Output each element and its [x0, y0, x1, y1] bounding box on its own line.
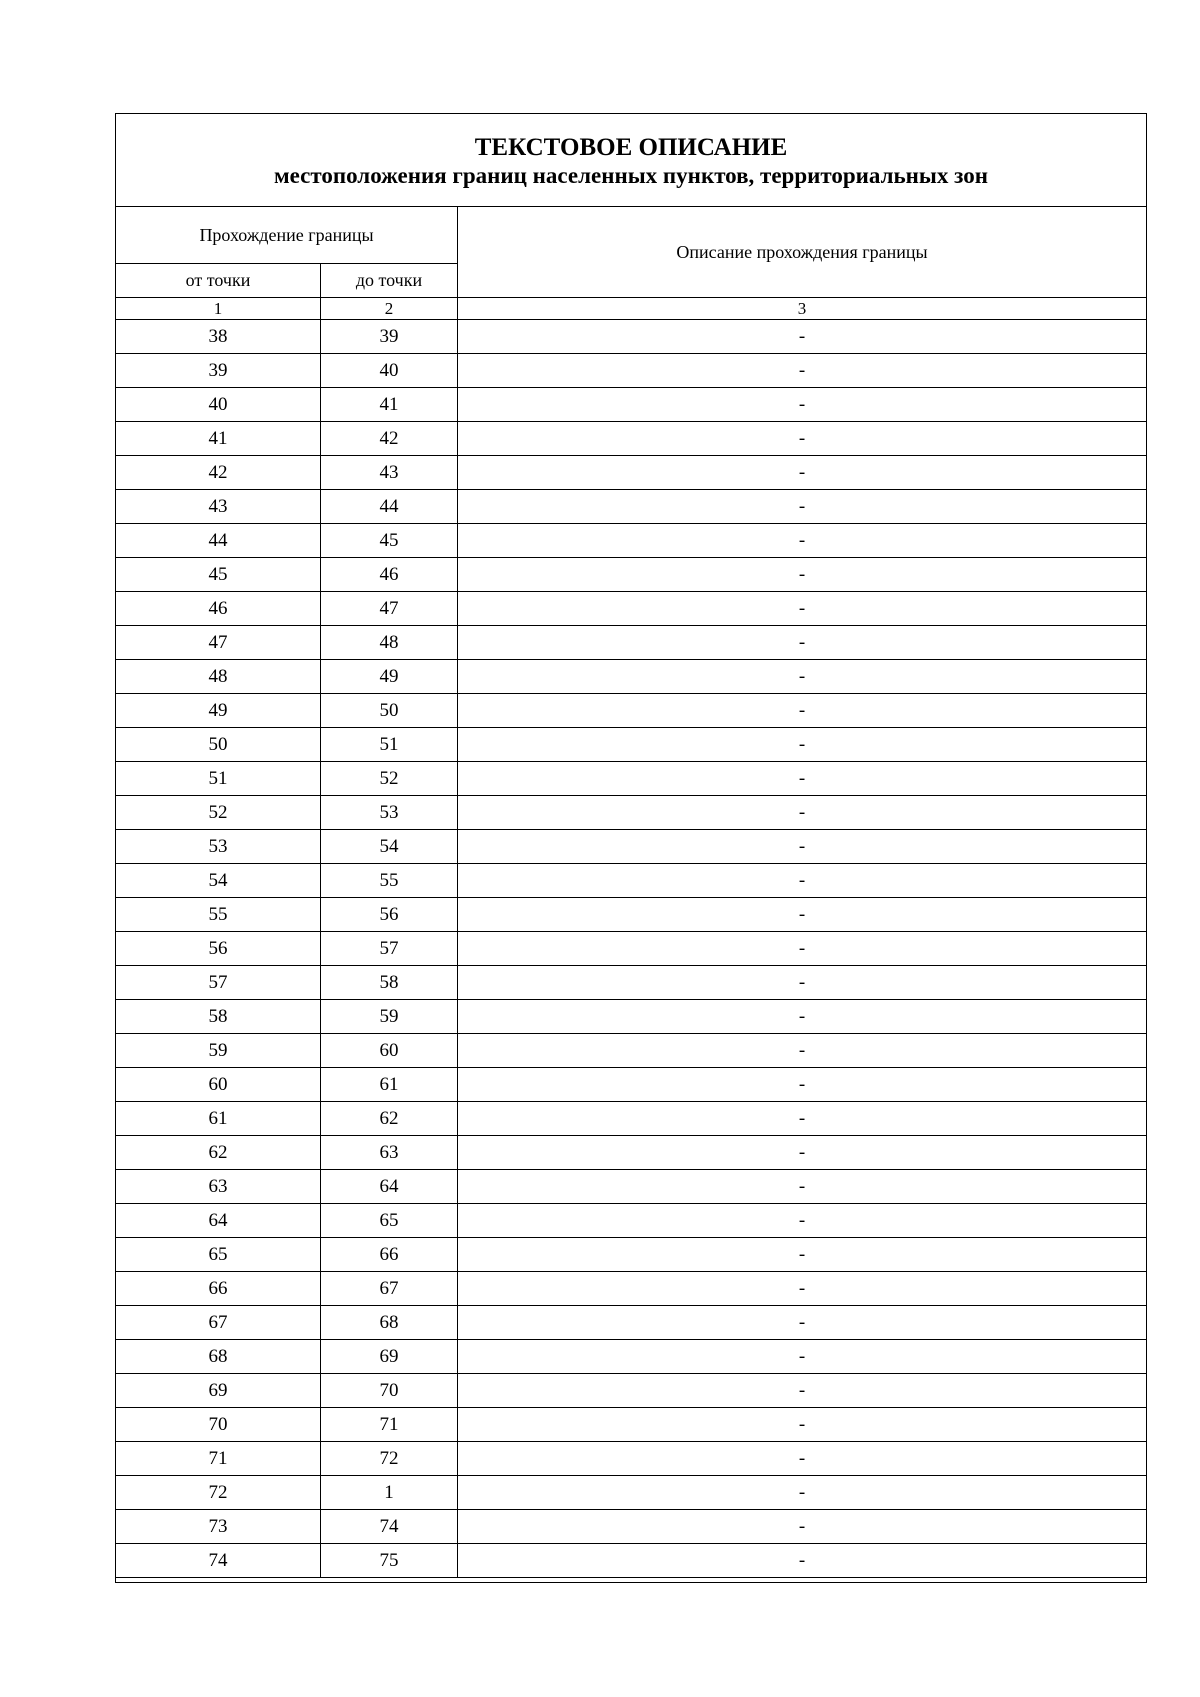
document-title: ТЕКСТОВОЕ ОПИСАНИЕ	[474, 134, 788, 161]
table-row	[116, 524, 1147, 558]
cell-to-point: 64	[321, 1170, 458, 1204]
cell-from-point: 73	[116, 1510, 321, 1544]
cell-to-point: 67	[321, 1272, 458, 1306]
cell-from-point: 38	[116, 320, 321, 354]
cell-to-point: 53	[321, 796, 458, 830]
cell-to-point: 70	[321, 1374, 458, 1408]
table-row	[116, 1170, 1147, 1204]
cell-from-point: 74	[116, 1544, 321, 1578]
cell-description: -	[458, 1000, 1147, 1034]
cell-description: -	[458, 1238, 1147, 1272]
table-row	[116, 1476, 1147, 1510]
cell-description: -	[458, 1102, 1147, 1136]
cell-from-point: 41	[116, 422, 321, 456]
cell-description: -	[458, 1068, 1147, 1102]
table-row	[116, 388, 1147, 422]
table-row	[116, 1238, 1147, 1272]
table-row	[116, 1306, 1147, 1340]
cell-to-point: 65	[321, 1204, 458, 1238]
table-row	[116, 1102, 1147, 1136]
table-row	[116, 456, 1147, 490]
cell-description: -	[458, 320, 1147, 354]
cell-from-point: 53	[116, 830, 321, 864]
cell-from-point: 48	[116, 660, 321, 694]
cell-from-point: 57	[116, 966, 321, 1000]
header-to-point: до точки	[321, 264, 458, 298]
cell-description: -	[458, 898, 1147, 932]
table-row	[116, 864, 1147, 898]
table-bottom-rule-cell	[116, 1578, 1147, 1583]
table-row	[116, 354, 1147, 388]
cell-to-point: 54	[321, 830, 458, 864]
cell-to-point: 61	[321, 1068, 458, 1102]
title-cell	[116, 114, 1147, 207]
cell-to-point: 62	[321, 1102, 458, 1136]
cell-from-point: 49	[116, 694, 321, 728]
cell-description: -	[458, 966, 1147, 1000]
cell-description: -	[458, 932, 1147, 966]
cell-description: -	[458, 1136, 1147, 1170]
cell-description: -	[458, 1306, 1147, 1340]
cell-from-point: 56	[116, 932, 321, 966]
boundary-description-document	[115, 113, 1146, 1583]
cell-to-point: 58	[321, 966, 458, 1000]
header-description: Описание прохождения границы	[458, 207, 1147, 298]
cell-description: -	[458, 558, 1147, 592]
table-row	[116, 1136, 1147, 1170]
column-number-3: 3	[458, 298, 1147, 320]
cell-description: -	[458, 354, 1147, 388]
table-row	[116, 626, 1147, 660]
cell-description: -	[458, 1408, 1147, 1442]
cell-description: -	[458, 1272, 1147, 1306]
cell-from-point: 69	[116, 1374, 321, 1408]
table-row	[116, 796, 1147, 830]
cell-description: -	[458, 660, 1147, 694]
cell-from-point: 47	[116, 626, 321, 660]
cell-from-point: 62	[116, 1136, 321, 1170]
cell-from-point: 61	[116, 1102, 321, 1136]
table-bottom-rule	[116, 1578, 1147, 1583]
cell-to-point: 71	[321, 1408, 458, 1442]
cell-to-point: 44	[321, 490, 458, 524]
cell-to-point: 63	[321, 1136, 458, 1170]
table-row	[116, 1068, 1147, 1102]
cell-from-point: 54	[116, 864, 321, 898]
cell-to-point: 69	[321, 1340, 458, 1374]
cell-from-point: 46	[116, 592, 321, 626]
cell-description: -	[458, 592, 1147, 626]
table-row	[116, 592, 1147, 626]
cell-description: -	[458, 830, 1147, 864]
cell-description: -	[458, 1340, 1147, 1374]
cell-from-point: 70	[116, 1408, 321, 1442]
cell-description: -	[458, 490, 1147, 524]
table-row	[116, 830, 1147, 864]
table-row	[116, 694, 1147, 728]
table-row	[116, 1510, 1147, 1544]
table-row	[116, 1272, 1147, 1306]
cell-to-point: 42	[321, 422, 458, 456]
cell-from-point: 59	[116, 1034, 321, 1068]
cell-from-point: 39	[116, 354, 321, 388]
cell-to-point: 68	[321, 1306, 458, 1340]
table-row	[116, 1204, 1147, 1238]
table-row	[116, 728, 1147, 762]
column-number-1: 1	[116, 298, 321, 320]
cell-from-point: 68	[116, 1340, 321, 1374]
cell-from-point: 55	[116, 898, 321, 932]
table-row	[116, 422, 1147, 456]
header-from-point: от точки	[116, 264, 321, 298]
cell-to-point: 52	[321, 762, 458, 796]
cell-description: -	[458, 1374, 1147, 1408]
cell-description: -	[458, 728, 1147, 762]
cell-description: -	[458, 388, 1147, 422]
column-number-2: 2	[321, 298, 458, 320]
cell-from-point: 60	[116, 1068, 321, 1102]
cell-to-point: 41	[321, 388, 458, 422]
cell-description: -	[458, 1544, 1147, 1578]
cell-description: -	[458, 524, 1147, 558]
cell-from-point: 65	[116, 1238, 321, 1272]
cell-to-point: 60	[321, 1034, 458, 1068]
cell-to-point: 51	[321, 728, 458, 762]
cell-description: -	[458, 796, 1147, 830]
table-row	[116, 762, 1147, 796]
cell-from-point: 71	[116, 1442, 321, 1476]
table-row	[116, 1544, 1147, 1578]
cell-from-point: 50	[116, 728, 321, 762]
cell-description: -	[458, 1034, 1147, 1068]
cell-description: -	[458, 864, 1147, 898]
table-row	[116, 1408, 1147, 1442]
cell-to-point: 43	[321, 456, 458, 490]
cell-to-point: 1	[321, 1476, 458, 1510]
header-boundary-passage: Прохождение границы	[116, 207, 458, 264]
table-row	[116, 320, 1147, 354]
cell-to-point: 59	[321, 1000, 458, 1034]
cell-to-point: 47	[321, 592, 458, 626]
table-row	[116, 558, 1147, 592]
cell-to-point: 39	[321, 320, 458, 354]
table-row	[116, 1442, 1147, 1476]
cell-from-point: 44	[116, 524, 321, 558]
table-row	[116, 966, 1147, 1000]
cell-from-point: 63	[116, 1170, 321, 1204]
table-row	[116, 1374, 1147, 1408]
cell-to-point: 56	[321, 898, 458, 932]
cell-description: -	[458, 1204, 1147, 1238]
cell-from-point: 43	[116, 490, 321, 524]
cell-description: -	[458, 1442, 1147, 1476]
cell-from-point: 67	[116, 1306, 321, 1340]
cell-to-point: 49	[321, 660, 458, 694]
cell-to-point: 50	[321, 694, 458, 728]
cell-to-point: 55	[321, 864, 458, 898]
boundary-table	[115, 113, 1147, 1583]
cell-description: -	[458, 1476, 1147, 1510]
cell-from-point: 66	[116, 1272, 321, 1306]
cell-from-point: 42	[116, 456, 321, 490]
cell-to-point: 45	[321, 524, 458, 558]
cell-to-point: 72	[321, 1442, 458, 1476]
cell-from-point: 58	[116, 1000, 321, 1034]
cell-from-point: 40	[116, 388, 321, 422]
table-row	[116, 1034, 1147, 1068]
table-row	[116, 1000, 1147, 1034]
table-row	[116, 660, 1147, 694]
cell-to-point: 75	[321, 1544, 458, 1578]
cell-from-point: 52	[116, 796, 321, 830]
cell-to-point: 74	[321, 1510, 458, 1544]
cell-description: -	[458, 456, 1147, 490]
cell-from-point: 72	[116, 1476, 321, 1510]
cell-to-point: 46	[321, 558, 458, 592]
cell-description: -	[458, 422, 1147, 456]
cell-to-point: 48	[321, 626, 458, 660]
cell-description: -	[458, 1510, 1147, 1544]
table-row	[116, 932, 1147, 966]
table-row	[116, 898, 1147, 932]
cell-description: -	[458, 1170, 1147, 1204]
cell-to-point: 57	[321, 932, 458, 966]
table-row	[116, 1340, 1147, 1374]
document-subtitle: местоположения границ населенных пунктов, территориальных зон	[274, 163, 988, 188]
table-row	[116, 490, 1147, 524]
cell-description: -	[458, 626, 1147, 660]
cell-description: -	[458, 762, 1147, 796]
cell-to-point: 66	[321, 1238, 458, 1272]
cell-from-point: 51	[116, 762, 321, 796]
cell-description: -	[458, 694, 1147, 728]
cell-to-point: 40	[321, 354, 458, 388]
cell-from-point: 45	[116, 558, 321, 592]
cell-from-point: 64	[116, 1204, 321, 1238]
